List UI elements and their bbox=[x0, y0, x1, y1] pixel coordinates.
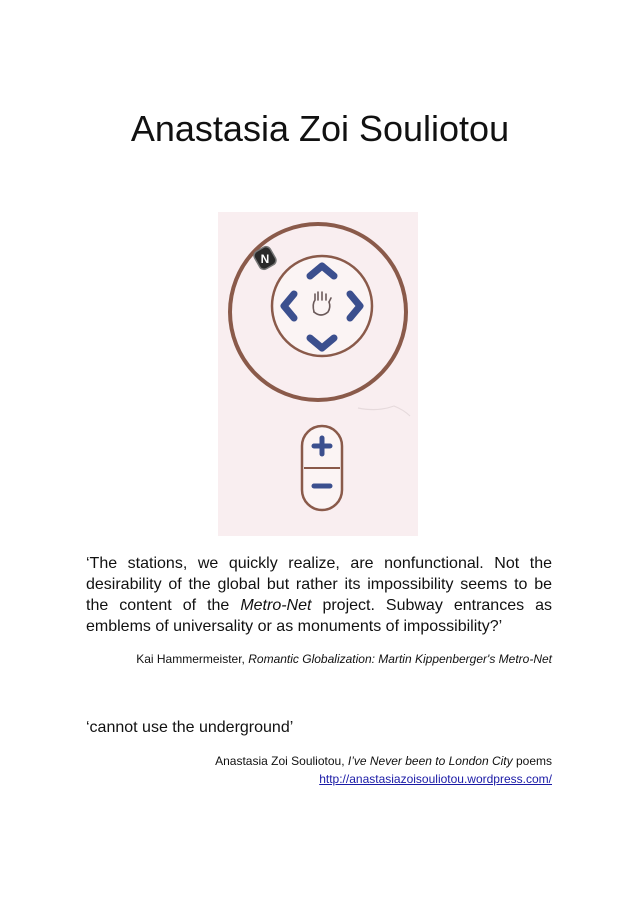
hammermeister-citation bbox=[86, 652, 552, 666]
north-label: N bbox=[260, 252, 270, 266]
decorative-scratch-line bbox=[358, 406, 410, 416]
zoom-control bbox=[302, 426, 342, 510]
citation-work-title: I’ve Never been to London City bbox=[347, 754, 513, 768]
citation-work-title: Romantic Globalization: Martin Kippenberger's Metro-Net bbox=[248, 652, 552, 666]
hammermeister-quote bbox=[86, 553, 552, 637]
citation-author: Anastasia Zoi Souliotou, bbox=[215, 754, 348, 768]
citation-suffix: poems bbox=[512, 754, 552, 768]
underground-quote: ‘cannot use the underground’ bbox=[86, 719, 294, 736]
blog-link[interactable]: http://anastasiazoisouliotou.wordpress.com/ bbox=[319, 772, 552, 786]
document-title: Anastasia Zoi Souliotou bbox=[130, 108, 510, 149]
map-navigation-control-drawing bbox=[218, 212, 418, 536]
map-navigation-control-image bbox=[218, 212, 418, 536]
quote-text-part1: ‘The stations, we quickly realize, are nonfunctional. Not the desirability of the global but rather its impossibility seems to be the content of the bbox=[86, 555, 552, 614]
souliotou-citation bbox=[86, 752, 552, 788]
quote-text-part2: project. Subway entrances as emblems of universality or as monuments of impossibility?’ bbox=[86, 597, 552, 635]
quote-emphasis-metro-net: Metro-Net bbox=[240, 597, 312, 614]
citation-author: Kai Hammermeister, bbox=[136, 652, 249, 666]
